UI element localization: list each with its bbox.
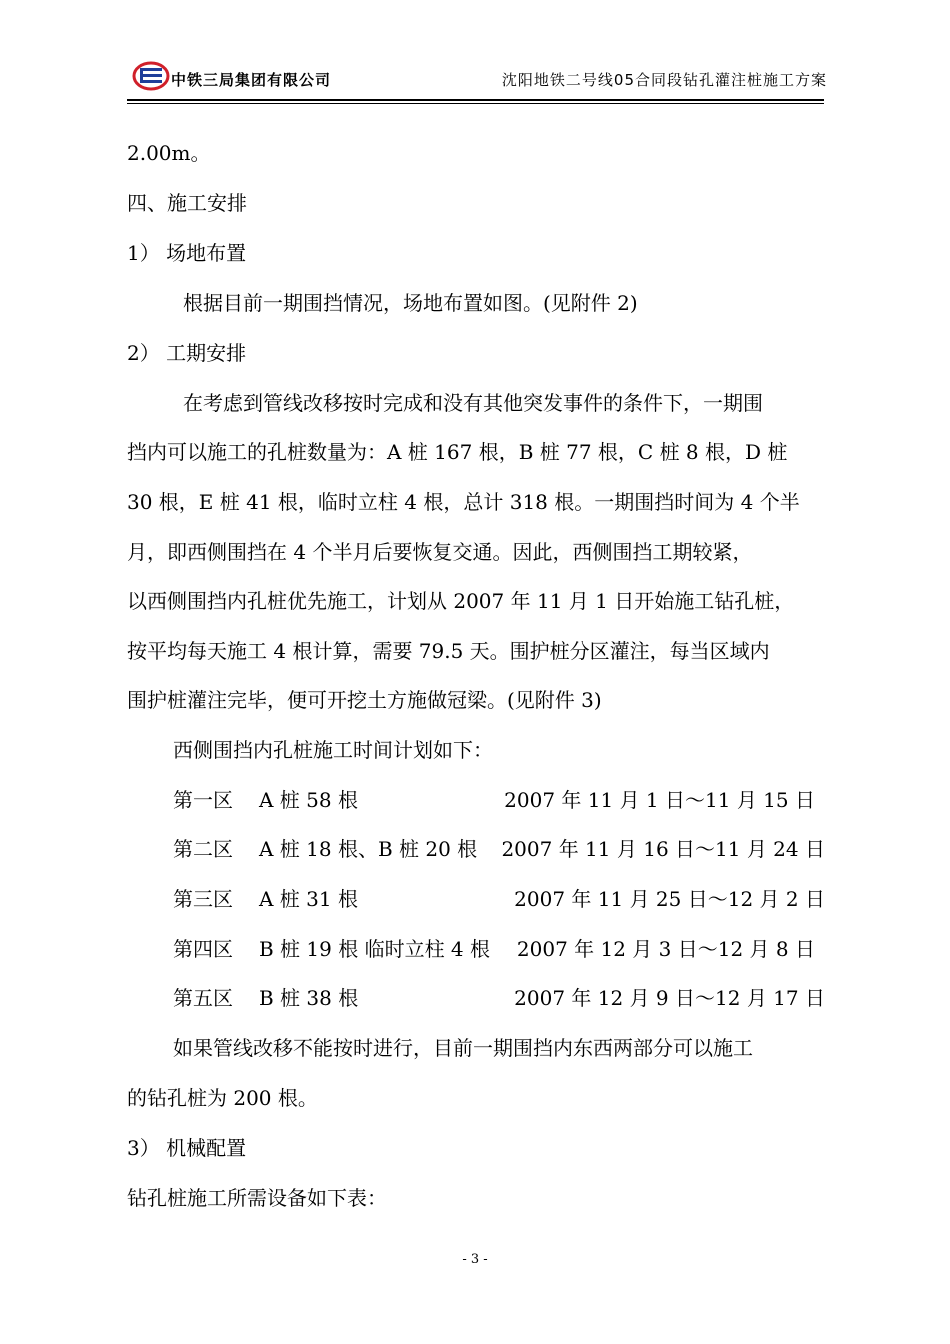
- schedule-dates: 2007 年 12 月 3 日～12 月 8 日: [516, 937, 815, 961]
- paragraph-text: 根据目前一期围挡情况，场地布置如图。(见附件 2): [183, 291, 638, 315]
- schedule-piles: A 桩 31 根: [259, 887, 358, 911]
- schedule-area: 第五区: [173, 986, 233, 1010]
- schedule-row: [173, 937, 825, 961]
- schedule-piles: A 桩 18 根、B 桩 20 根: [259, 837, 478, 861]
- subsection-heading: 2） 工期安排: [127, 341, 247, 365]
- company-logo: [132, 61, 170, 91]
- schedule-area: 第三区: [173, 887, 233, 911]
- schedule-dates: 2007 年 12 月 9 日～12 月 17 日: [514, 986, 825, 1010]
- company-name: 中铁三局集团有限公司: [171, 71, 332, 89]
- subsection-heading: 3） 机械配置: [127, 1136, 247, 1160]
- paragraph-line: 围护桩灌注完毕，便可开挖土方施做冠梁。(见附件 3): [127, 688, 602, 712]
- paragraph-line: 以西侧围挡内孔桩优先施工，计划从 2007 年 11 月 1 日开始施工钻孔桩，: [127, 589, 795, 613]
- schedule-area: 第一区: [173, 788, 233, 812]
- schedule-area: 第二区: [173, 837, 233, 861]
- schedule-row: [173, 887, 825, 911]
- schedule-row: [173, 788, 825, 812]
- paragraph-line: 如果管线改移不能按时进行，目前一期围挡内东西两部分可以施工: [173, 1036, 753, 1060]
- header-rule-thick: [127, 99, 824, 101]
- subsection-heading: 1） 场地布置: [127, 241, 247, 265]
- section-heading: 四、施工安排: [127, 191, 247, 215]
- page-number: - 3 -: [462, 1252, 488, 1267]
- continued-text: 2.00m。: [127, 141, 211, 165]
- paragraph-text: 钻孔桩施工所需设备如下表：: [127, 1186, 387, 1210]
- page-header: [127, 58, 827, 98]
- schedule-dates: 2007 年 11 月 25 日～12 月 2 日: [514, 887, 825, 911]
- paragraph-line: 在考虑到管线改移按时完成和没有其他突发事件的条件下，一期围: [183, 391, 763, 415]
- schedule-area: 第四区: [173, 937, 233, 961]
- header-rule-thin: [127, 103, 824, 104]
- document-title: 沈阳地铁二号线05合同段钻孔灌注桩施工方案: [501, 71, 827, 89]
- schedule-piles: A 桩 58 根: [259, 788, 358, 812]
- paragraph-line: 按平均每天施工 4 根计算，需要 79.5 天。围护桩分区灌注，每当区域内: [127, 639, 770, 663]
- schedule-row: [173, 837, 825, 861]
- paragraph-line: 月，即西侧围挡在 4 个半月后要恢复交通。因此，西侧围挡工期较紧，: [127, 540, 753, 564]
- schedule-piles: B 桩 38 根: [259, 986, 359, 1010]
- schedule-row: [173, 986, 825, 1010]
- schedule-intro: 西侧围挡内孔桩施工时间计划如下：: [173, 738, 493, 762]
- schedule-dates: 2007 年 11 月 16 日～11 月 24 日: [501, 837, 825, 861]
- schedule-dates: 2007 年 11 月 1 日～11 月 15 日: [504, 788, 815, 812]
- schedule-piles: B 桩 19 根 临时立柱 4 根: [259, 937, 491, 961]
- paragraph-line: 挡内可以施工的孔桩数量为：A 桩 167 根，B 桩 77 根，C 桩 8 根，D 桩: [127, 440, 788, 464]
- paragraph-line: 的钻孔桩为 200 根。: [127, 1086, 318, 1110]
- paragraph-line: 30 根，E 桩 41 根，临时立柱 4 根，总计 318 根。一期围挡时间为 4 个半: [127, 490, 800, 514]
